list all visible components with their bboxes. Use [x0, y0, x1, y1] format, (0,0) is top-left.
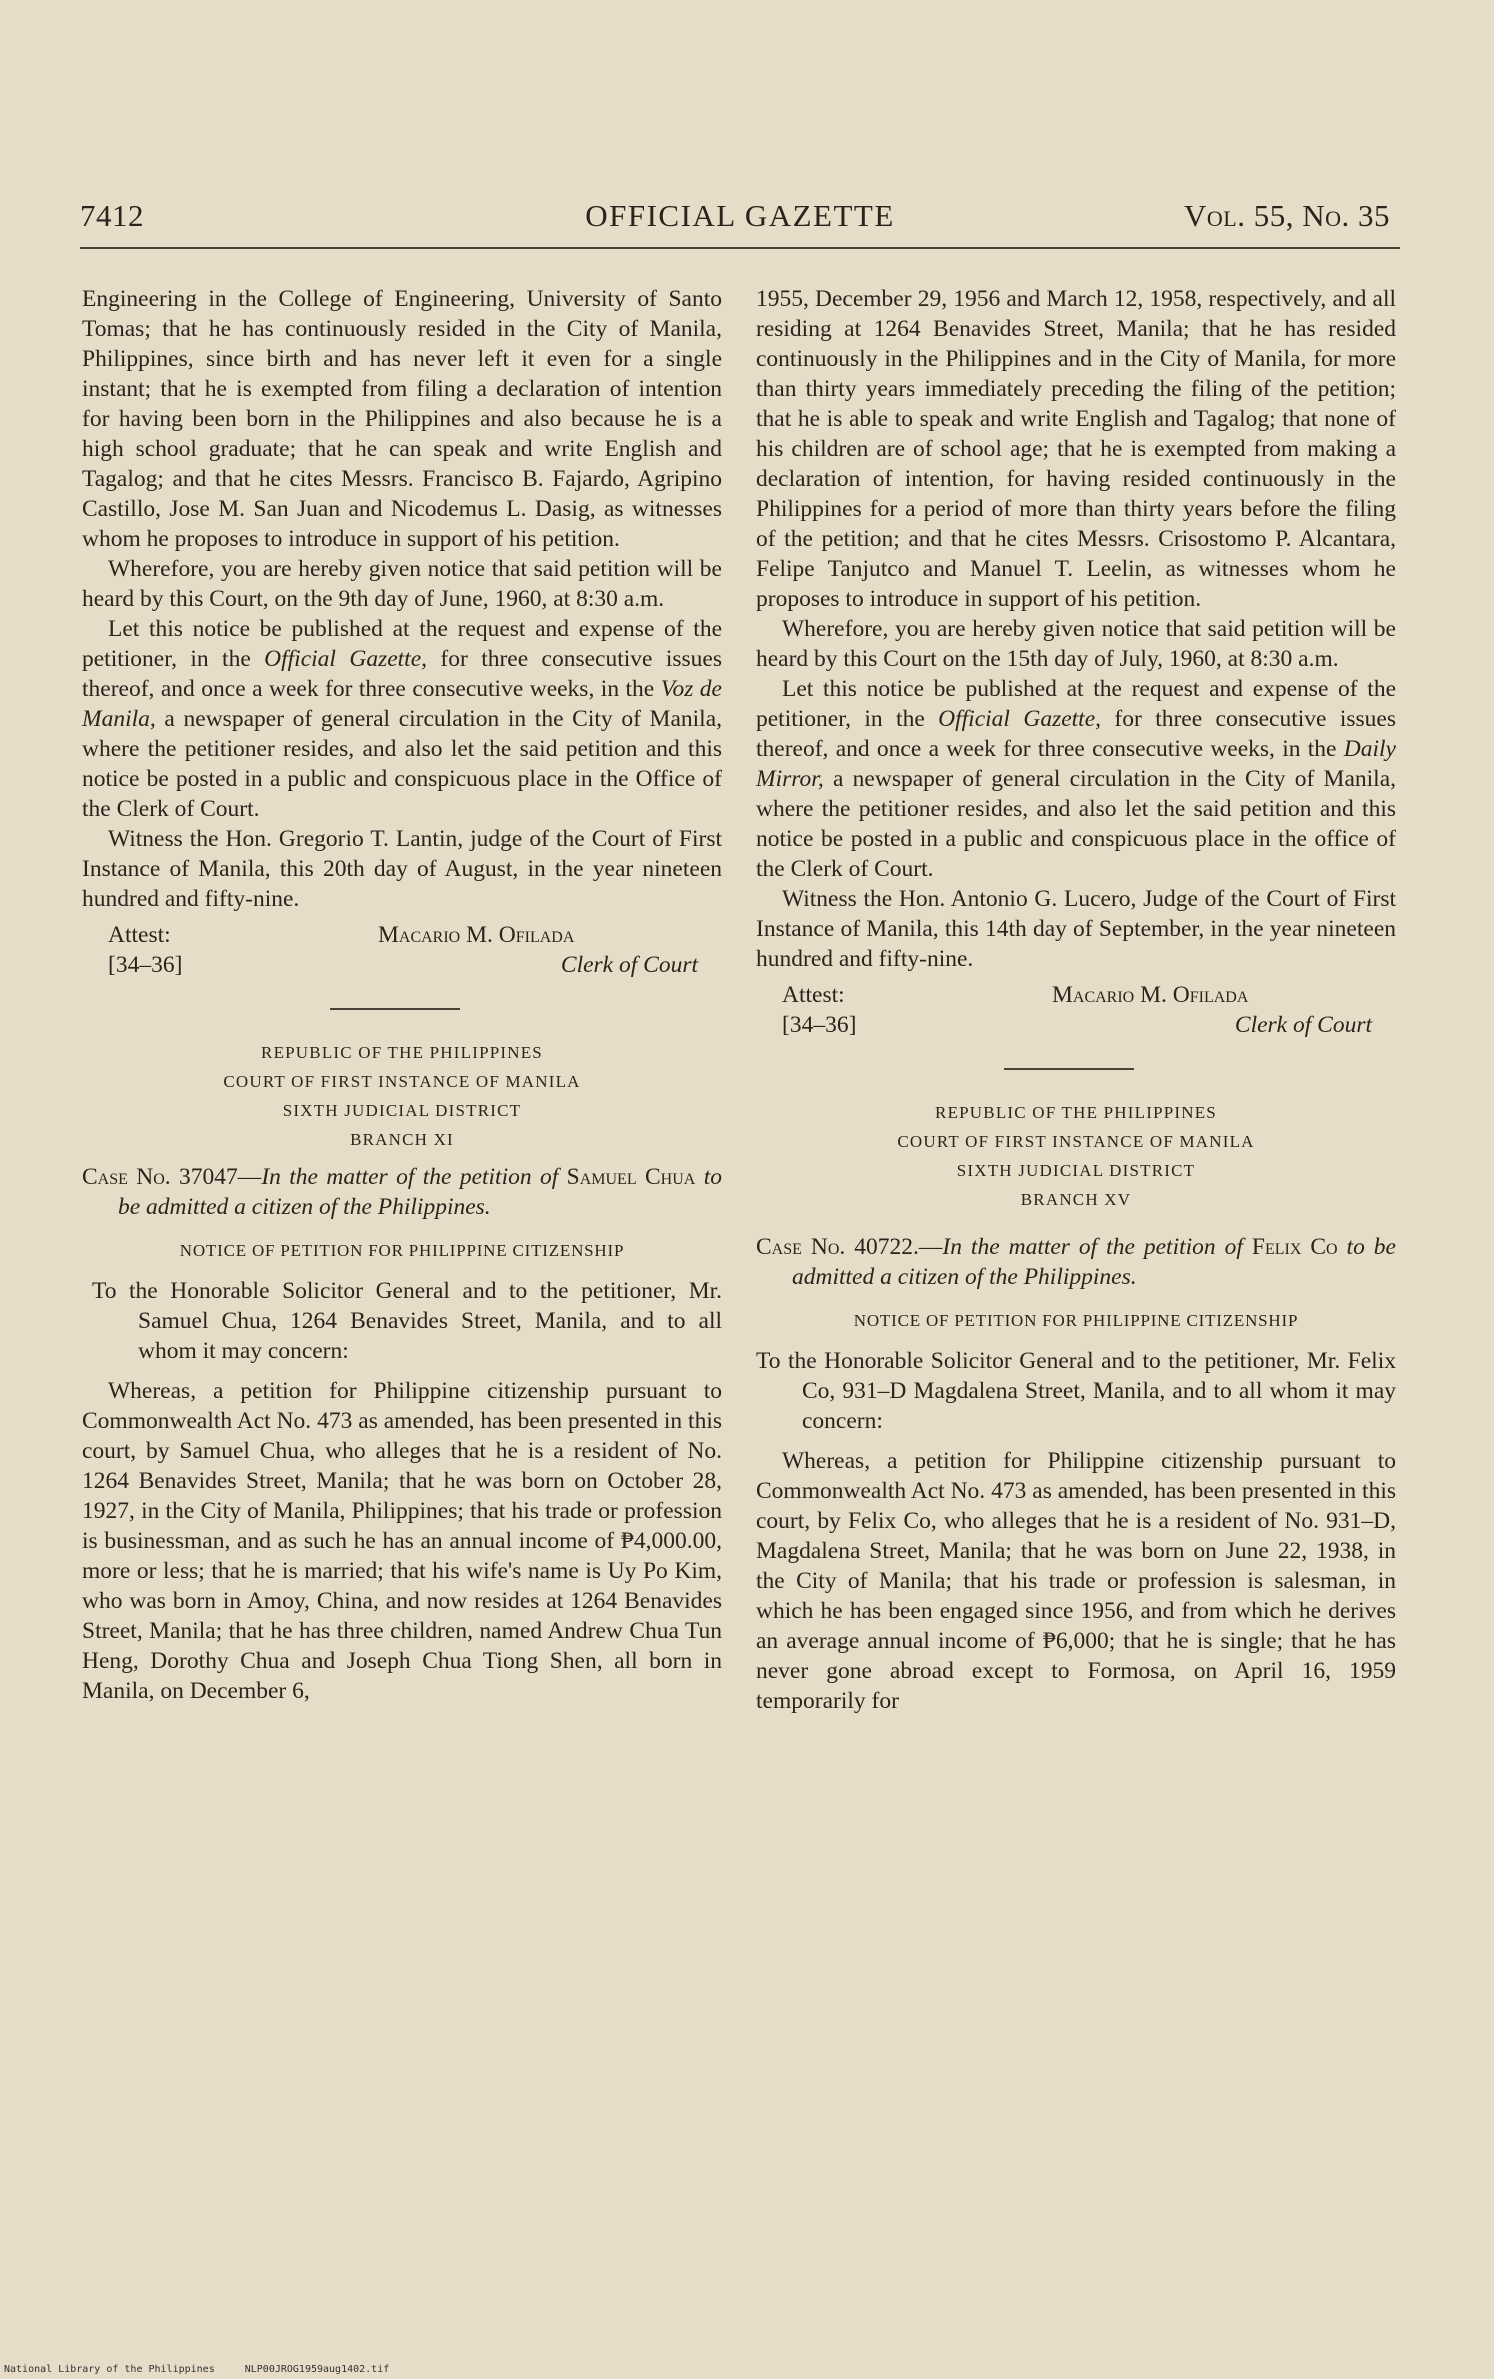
court-line: BRANCH XV — [1020, 1190, 1132, 1209]
right-paragraph-5: Whereas, a petition for Philippine citizenship pursuant to Commonwealth Act No. 473 as amended, has been presented in this court, by Felix Co, who alleges that he is a resident of No. 931–D, Magdalena Street, Manila; that he was born on June 22, 1938, in the City of Manila; that his trade or profession is salesman, in which he has been engaged since 1956, and from which he derives an average annual income of ₱6,000; that he is single; that he has never gone abroad except to Formosa, on April 16, 1959 temporarily for — [756, 1448, 1396, 1714]
right-attest-block — [756, 980, 1396, 1040]
clerk-name: Macario M. Ofilada — [1052, 982, 1249, 1008]
left-paragraph-1: Engineering in the College of Engineering, University of Santo Tomas; that he has continuously resided in the City of Manila, Philippines, since birth and has never left it even for a single instant; that he is exempted from filing a declaration of intention for having been born in the Philippines and also because he is a high school graduate; that he can speak and write English and Tagalog; and that he cites Messrs. Francisco B. Fajardo, Agripino Castillo, Jose M. San Juan and Nicodemus L. Dasig, as witnesses whom he proposes to introduce in support of his petition. — [82, 286, 722, 552]
court-line: SIXTH JUDICIAL DISTRICT — [956, 1161, 1196, 1180]
right-addressee: To the Honorable Solicitor General and to the petitioner, Mr. Felix Co, 931–D Magdalena Street, Manila, and to all whom it may concern: — [756, 1348, 1396, 1434]
page-header — [80, 198, 1400, 242]
left-paragraph-2: Wherefore, you are hereby given notice that said petition will be heard by this Court, on the 9th day of June, 1960, at 8:30 a.m. — [82, 556, 722, 612]
right-court-heading — [756, 1098, 1396, 1214]
left-court-heading — [82, 1038, 722, 1154]
left-attest-block — [82, 920, 722, 980]
section-divider — [330, 1008, 460, 1010]
issue-reference: [34–36] — [782, 1012, 857, 1038]
right-column — [756, 284, 1396, 1716]
header-rule — [80, 247, 1400, 249]
scan-footer — [4, 2364, 413, 2375]
section-divider — [1004, 1068, 1134, 1070]
court-line: REPUBLIC OF THE PHILIPPINES — [261, 1043, 543, 1062]
right-paragraph-1: 1955, December 29, 1956 and March 12, 1958, respectively, and all residing at 1264 Benavides Street, Manila; that he has resided continuously in the Philippines and in the City of Manila, for more than thirty years immediately preceding the filing of the petition; that he is able to speak and write English and Tagalog; that none of his children are of school age; that he is exempted from making a declaration of intention, for having resided continuously in the Philippines for a period of more than thirty years before the filing of the petition; and that he cites Messrs. Crisostomo P. Alcantara, Felipe Tanjutco and Manuel T. Leelin, as witnesses whom he proposes to introduce in support of his petition. — [756, 286, 1396, 612]
page-number: 7412 — [80, 198, 144, 233]
left-paragraph-3: Let this notice be published at the request and expense of the petitioner, in the Official Gazette, for three consecutive issues thereof, and once a week for three consecutive weeks, in the Voz de Manila, a newspaper of general circulation in the City of Manila, where the petitioner resides, and also let the said petition and this notice be posted in a public and conspicuous place in the Office of the Clerk of Court. — [82, 616, 723, 822]
right-paragraph-3: Let this notice be published at the request and expense of the petitioner, in the Official Gazette, for three consecutive issues thereof, and once a week for three consecutive weeks, in the Daily Mirror, a newspaper of general circulation in the City of Manila, where the petitioner resides, and also let the said petition and this notice be posted in a public and conspicuous place in the office of the Clerk of Court. — [756, 676, 1397, 882]
court-line: COURT OF FIRST INSTANCE OF MANILA — [897, 1132, 1255, 1151]
court-line: REPUBLIC OF THE PHILIPPINES — [935, 1103, 1217, 1122]
court-line: SIXTH JUDICIAL DISTRICT — [282, 1101, 522, 1120]
scan-source: National Library of the Philippines — [4, 2364, 215, 2375]
right-paragraph-2: Wherefore, you are hereby given notice that said petition will be heard by this Court on the 15th day of July, 1960, at 8:30 a.m. — [756, 616, 1396, 672]
volume-number: Vol. 55, No. 35 — [1184, 198, 1390, 233]
right-notice-title: NOTICE OF PETITION FOR PHILIPPINE CITIZENSHIP — [853, 1311, 1299, 1330]
clerk-title: Clerk of Court — [560, 952, 698, 978]
clerk-name: Macario M. Ofilada — [378, 922, 575, 948]
attest-label: Attest: — [108, 922, 171, 948]
clerk-title: Clerk of Court — [1234, 1012, 1372, 1038]
publication-title: OFFICIAL GAZETTE — [585, 198, 895, 233]
left-paragraph-5: Whereas, a petition for Philippine citizenship pursuant to Commonwealth Act No. 473 as amended, has been presented in this court, by Samuel Chua, who alleges that he is a resident of No. 1264 Benavides Street, Manila; that he was born on October 28, 1927, in the City of Manila, Philippines; that his trade or profession is businessman, and as such he has an annual income of ₱4,000.00, more or less; that he is married; that his wife's name is Uy Po Kim, who was born in Amoy, China, and now resides at 1264 Benavides Street, Manila; that he has three children, named Andrew Chua Tun Heng, Dorothy Chua and Joseph Chua Tiong Shen, all born in Manila, on December 6, — [82, 1378, 722, 1704]
left-paragraph-4: Witness the Hon. Gregorio T. Lantin, judge of the Court of First Instance of Manila, this 20th day of August, in the year nineteen hundred and fifty-nine. — [82, 826, 722, 912]
scan-filename: NLP00JROG1959aug1402.tif — [244, 2364, 390, 2375]
right-paragraph-4: Witness the Hon. Antonio G. Lucero, Judge of the Court of First Instance of Manila, this 14th day of September, in the year nineteen hundred and fifty-nine. — [756, 886, 1396, 972]
right-case-title: Case No. 40722.—In the matter of the petition of Felix Co to be admitted a citizen of the Philippines. — [756, 1234, 1396, 1290]
left-column — [82, 284, 722, 1706]
left-case-title: Case No. 37047—In the matter of the petition of Samuel Chua to be admitted a citizen of the Philippines. — [82, 1164, 722, 1220]
issue-reference: [34–36] — [108, 952, 183, 978]
left-notice-title: NOTICE OF PETITION FOR PHILIPPINE CITIZENSHIP — [179, 1241, 625, 1260]
court-line: COURT OF FIRST INSTANCE OF MANILA — [223, 1072, 581, 1091]
attest-label: Attest: — [782, 982, 845, 1008]
left-addressee: To the Honorable Solicitor General and to the petitioner, Mr. Samuel Chua, 1264 Benavides Street, Manila, and to all whom it may concern: — [92, 1278, 722, 1364]
court-line: BRANCH XI — [350, 1130, 454, 1149]
